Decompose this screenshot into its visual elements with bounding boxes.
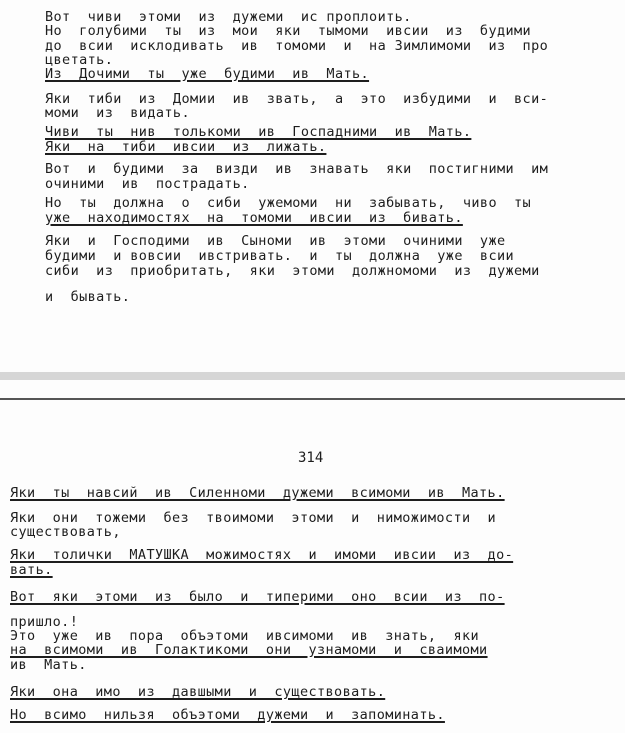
text-line: Яки на тиби ивсии из лижать. — [45, 139, 327, 155]
text-line: Чиви ты нив толькоми ив Госпадними ив Мать. — [45, 124, 472, 140]
text-line: Из Дочими ты уже будими ив Мать. — [45, 66, 370, 82]
text-line: Но всимо нильзя объэтоми дужеми и запоминать. — [10, 707, 445, 723]
text-line: вать. — [10, 562, 53, 578]
text-line: цветать. — [45, 52, 114, 68]
text-line: существовать, — [10, 524, 121, 540]
text-line: Яки они тожеми без твоимоми этоми и ниможимости и — [10, 510, 497, 526]
page-number: 314 — [298, 450, 324, 466]
text-line: Яки она имо из давшыми и существовать. — [10, 684, 386, 700]
text-line: Яки ты навсий ив Силенноми дужеми всимоми ив Мать. — [10, 485, 505, 501]
text-line: уже находимостях на томоми ивсии из бивать. — [45, 210, 463, 226]
text-line: будими и вовсии ивстривать. и ты должна уже всии — [45, 248, 515, 264]
text-line: сиби из приобритать, яки этоми должномоми из дужеми — [45, 263, 540, 279]
page-edge — [0, 398, 625, 400]
text-line: Но ты должна о сиби ужемоми ни забывать, чиво ты — [45, 195, 532, 211]
text-line: на всимоми ив Голактикоми они узнамоми и сваимоми — [10, 642, 488, 658]
text-line: пришло.! — [10, 614, 79, 630]
page-bottom — [0, 380, 625, 733]
text-line: моми из видать. — [45, 105, 190, 121]
text-line: Вот чиви этоми из дужеми ис проплоить. — [45, 9, 412, 25]
text-line: Яки тиби из Домии ив звать, а это избудими и вси- — [45, 91, 549, 107]
page-gap — [0, 372, 625, 380]
text-line: Яки толички МАТУШКА можимостях и имоми ивсии из до- — [10, 547, 514, 563]
text-line: до всии исклодивать ив томоми и на Зимлимоми из про — [45, 38, 549, 54]
text-line: Это уже ив пора объэтоми ивсимоми ив знать, яки — [10, 628, 480, 644]
text-line: очиними ив пострадать. — [45, 176, 250, 192]
text-line: Яки и Господими ив Сыноми ив этоми очиними уже — [45, 233, 506, 249]
text-line: и бывать. — [45, 289, 131, 305]
text-line: Вот и будими за визди ив знавать яки постигними им — [45, 161, 549, 177]
text-line: Вот яки этоми из было и типерими оно всии из по- — [10, 589, 505, 605]
text-line: Но голубими ты из мои яки тымоми ивсии из будими — [45, 23, 532, 39]
text-line: ив Мать. — [10, 657, 87, 673]
